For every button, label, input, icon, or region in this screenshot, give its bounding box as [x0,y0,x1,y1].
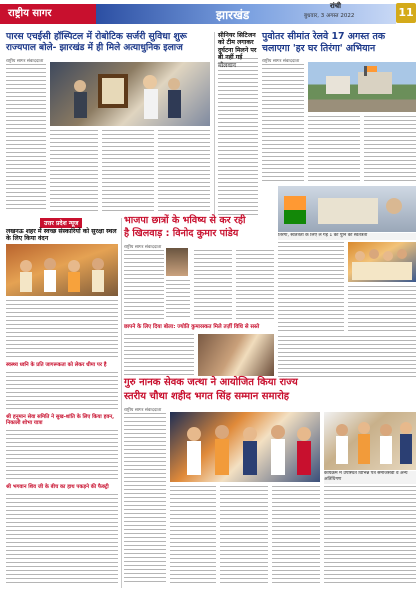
bjp-headline-2: है खिलवाड़ : विनोद कुमार पांडेय [124,228,239,239]
paras-text-col-4 [158,130,210,212]
sub-note-1: स्वस्थ्य ध्वनि के प्रति जागरूकता को लेकर धीमा पर है [6,362,107,368]
pubotar-headline-2: चलाएगा 'हर घर तिरंगा' अभियान [262,43,376,54]
bjp-headline-1: भाजपा छात्रों के भविष्य से कर रही [124,215,246,226]
issue-date: बुधवार, 3 अगस्त 2022 [304,13,355,19]
edition-name: झारखंड [216,8,250,22]
paras-photo [50,62,210,126]
tiranga-photo-2 [348,242,416,282]
gurunanak-text-col-1 [124,413,166,585]
pubotar-text-col-3 [364,116,416,182]
pubotar-byline: राष्ट्रीय सागर संवाददाता [262,59,300,64]
column-rule [214,32,215,220]
uttar-photo [6,244,118,296]
page-number: 11 [396,3,416,23]
bjp-text-col-1 [124,250,164,320]
gurunanak-text-col-4 [272,486,320,586]
tiranga-text-col-1 [278,242,344,334]
bjp-portrait [166,248,188,276]
paras-photo-art [50,62,210,126]
bjp-byline: राष्ट्रीय सागर संवाददाता [124,245,162,250]
paras-text-col-1 [6,64,46,212]
pubotar-photo [308,62,416,112]
paras-headline-1: पारस एचईसी हॉस्पिटल में रोबोटिक सर्जरी सुविधा शुरू [6,31,187,42]
pubotar-headline-1: पुवोतर सीमांत रेलवे 17 अगस्त तक [262,31,386,42]
tiranga-text-col-2 [348,286,416,334]
tiranga-text-col-3 [278,336,416,378]
tiranga-caption: तिरंगा, स्वतंत्रता के लिए ले गई 1 का पुनि की स्वतंत्रता [278,233,416,240]
right-caption: कार्यक्रम में उपस्थित विभिन्न पत्र समाजसेवी व अन्य अतिथिगण [324,471,416,484]
masthead [0,0,420,30]
paras-text-col-3 [102,130,154,212]
paras-headline-2: राज्यपाल बोले- झारखंड में ही मिले अत्याधुनिक इलाज [6,43,183,53]
side-note-title: सीनियर सिटिजन को टीम लगाकर दुर्घटना मिलने पर बी नहीं गई मौलवान [218,32,257,69]
gurunanak-photo-art [170,412,320,482]
paras-byline: राष्ट्रीय सागर संवाददाता [6,59,44,64]
pubotar-text-col-1 [262,64,304,182]
uttar-text [6,300,118,358]
uttar-photo-art [6,244,118,296]
pubotar-text-col-2 [308,116,360,182]
tiranga-photo-1-art [278,186,416,232]
sub-note-3: श्री भगवान शिव जी के बीच का हाथ पकड़ने की फैक्ट्री [6,484,109,490]
side-note-text [218,58,258,218]
gurunanak-headline-2: स्तरीय चौथा शहीद भगत सिंह सम्मान समारोह [124,391,290,402]
sub-note-1-text [6,372,118,410]
sub-note-3-text [6,494,118,586]
uttar-news-tab: उत्तर प्रदेश न्यूज [40,218,82,228]
right-photo-art [324,412,416,470]
uttar-subhead: लखनऊ शहर में स्वच्छ संस्कारियों को सुरक्षा स्थल के लिए किया वंदन [6,228,117,243]
gurunanak-text-col-3 [220,486,268,586]
middle-note-title: छापने के लिए दिया बोला: ज्योति कुमारस्कत मिले तर्ज़ी विधि से सस्ते [124,324,260,330]
tiranga-photo-2-art [348,242,416,282]
bjp-text-col-2 [166,280,190,320]
sub-note-2-text [6,430,118,480]
sub-note-2: श्री हनुमान सेवा समिति ने सुख-शांति के लिए किया हवन, निकाली शोभा यात्रा [6,414,115,427]
bjp-text-col-3 [194,250,232,320]
bjp-text-col-4 [236,250,274,320]
brand-name: राष्ट्रीय सागर [0,4,96,24]
middle-photo [198,334,274,376]
paras-text-col-2 [50,130,98,212]
right-text [324,486,416,586]
middle-note-text-1 [124,334,194,376]
gurunanak-photo [170,412,320,482]
gurunanak-text-col-2 [170,486,216,586]
right-photo [324,412,416,470]
gurunanak-byline: राष्ट्रीय सागर संवाददाता [124,408,162,413]
column-rule-2 [121,218,122,588]
gurunanak-headline-1: गुरु नानक सेवक जत्था ने आयोजित किया राज्य [124,377,298,388]
city-name: रांची [330,2,341,10]
tiranga-photo-1 [278,186,416,232]
pubotar-photo-art [308,62,416,112]
